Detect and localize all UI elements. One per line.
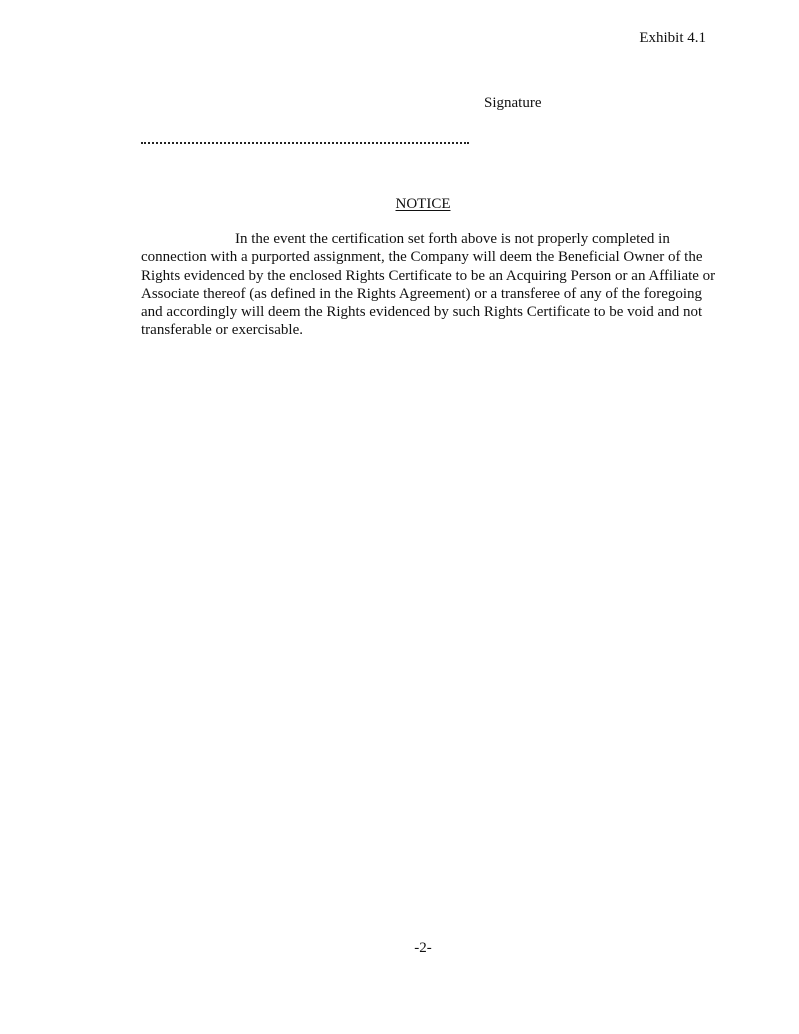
notice-body: In the event the certification set forth above is not properly completed in connection with a purported assignment, the Company will deem the Beneficial Owner of the Rights evidenced by the enclosed Rights Certificate to be an Acquiring Person or an Affiliate or Associate thereof (as defined in the Rights Agreement) or a transferee of any of the foregoing and accordingly will deem the Rights evidenced by such Rights Certificate to be void and not transferable or exercisable.	[141, 231, 716, 339]
exhibit-label: Exhibit 4.1	[639, 30, 706, 46]
notice-heading: NOTICE	[395, 196, 451, 212]
signature-dotted-line	[141, 142, 469, 144]
page-number: -2-	[414, 940, 432, 956]
signature-label: Signature	[484, 95, 542, 111]
